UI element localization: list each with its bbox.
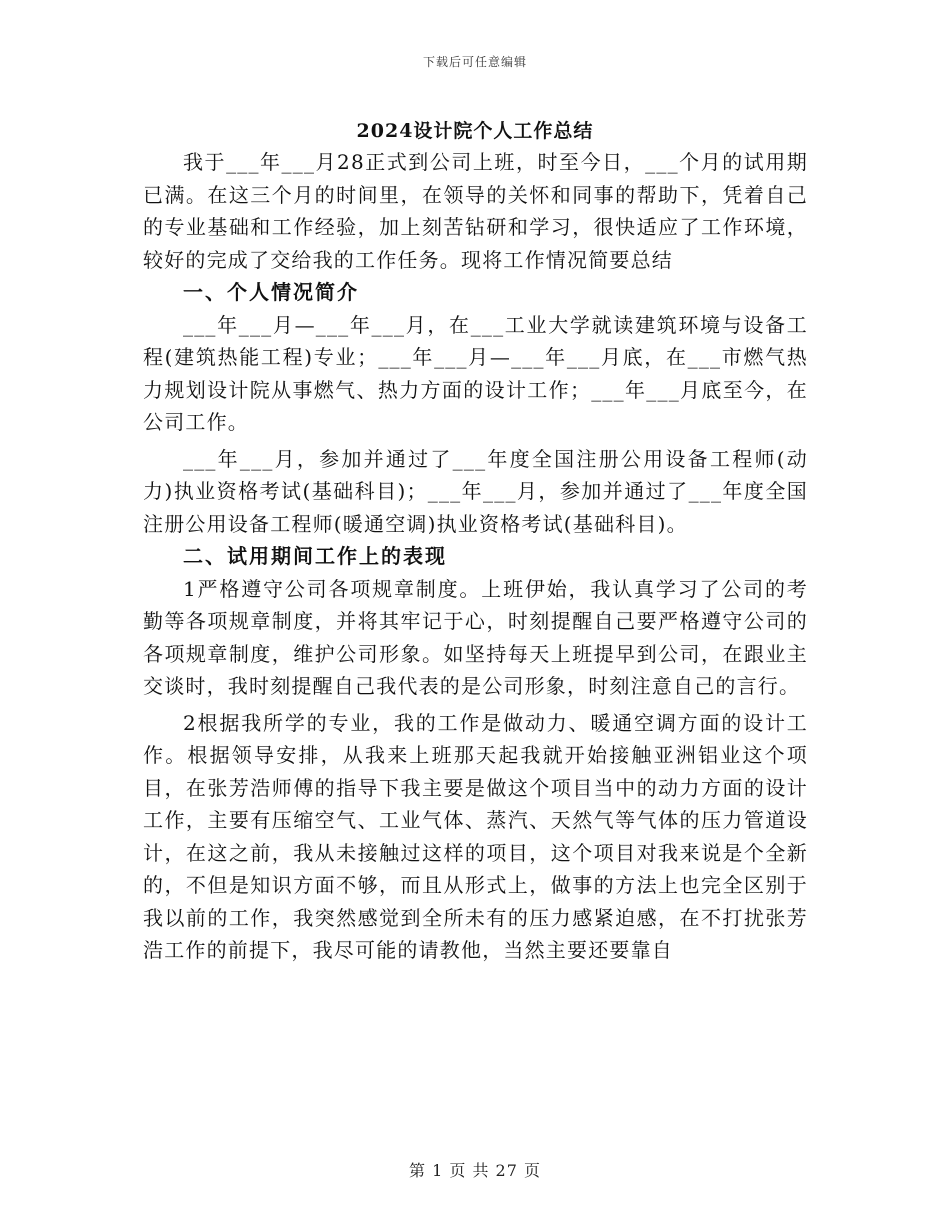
intro-paragraph: 我于___年___月28正式到公司上班，时至今日，___个月的试用期已满。在这三个月的时间里，在领导的关怀和同事的帮助下，凭着自己的专业基础和工作经验，加上刻苦钻研和学习，很快适应了工作环境，较好的完成了交给我的工作任务。现将工作情况简要总结 <box>143 150 808 272</box>
page-number: 第 1 页 共 27 页 <box>409 1161 541 1180</box>
section-1-heading: 一、个人情况简介 <box>183 280 359 304</box>
section-2-paragraph-1: 1严格遵守公司各项规章制度。上班伊始，我认真学习了公司的考勤等各项规章制度，并将其牢记于心，时刻提醒自己要严格遵守公司的各项规章制度，维护公司形象。如坚持每天上班提早到公司，在跟业主交谈时，我时刻提醒自己我代表的是公司形象，时刻注意自己的言行。 <box>143 576 808 698</box>
section-2-paragraph-2: 2根据我所学的专业，我的工作是做动力、暖通空调方面的设计工作。根据领导安排，从我来上班那天起我就开始接触亚洲铝业这个项目，在张芳浩师傅的指导下我主要是做这个项目当中的动力方面的设计工作，主要有压缩空气、工业气体、蒸汽、天然气等气体的压力管道设计，在这之前，我从未接触过这样的项目，这个项目对我来说是个全新的，不但是知识方面不够，而且从形式上，做事的方法上也完全区别于我以前的工作，我突然感觉到全所未有的压力感紧迫感，在不打扰张芳浩工作的前提下，我尽可能的请教他，当然主要还要靠自 <box>143 710 808 962</box>
section-1-paragraph-2: ___年___月，参加并通过了___年度全国注册公用设备工程师(动力)执业资格考试(基础科目)；___年___月，参加并通过了___年度全国注册公用设备工程师(暖通空调)执业资格考试(基础科目)。 <box>143 446 808 536</box>
document-body <box>143 146 808 967</box>
document-title: 2024设计院个人工作总结 <box>356 120 594 142</box>
section-1-paragraph-1: ___年___月—___年___月，在___工业大学就读建筑环境与设备工程(建筑热能工程)专业；___年___月—___年___月底，在___市燃气热力规划设计院从事燃气、热力方面的设计工作；___年___月底至今，在公司工作。 <box>143 312 808 434</box>
page-header: 下载后可任意编辑 <box>422 55 527 69</box>
section-2-heading: 二、试用期间工作上的表现 <box>183 544 447 568</box>
